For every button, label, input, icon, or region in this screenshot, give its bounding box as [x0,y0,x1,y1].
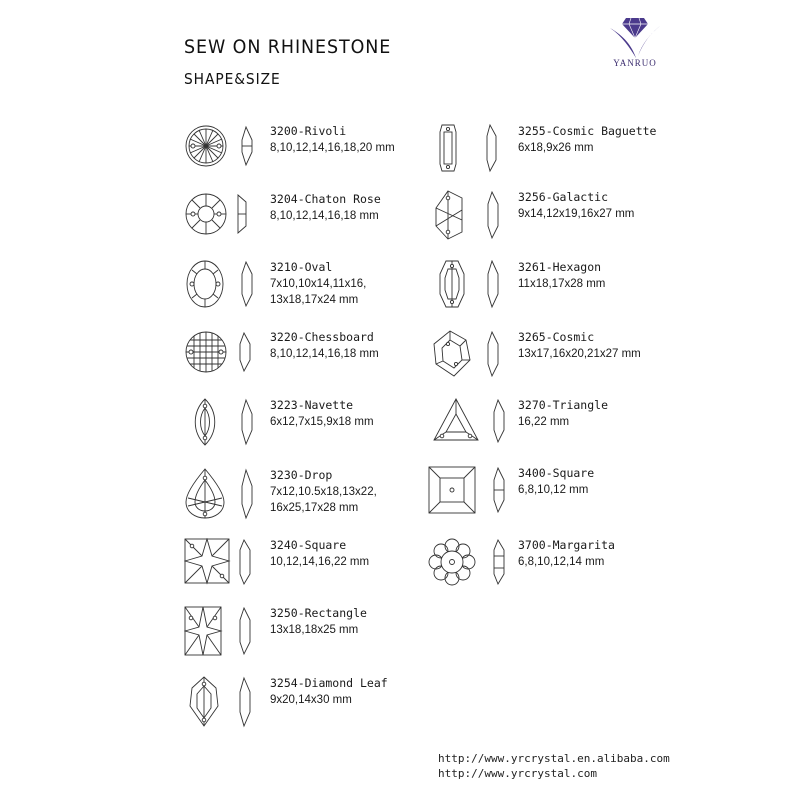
item-sizes: 9x20,14x30 mm [270,694,352,706]
item-sizes: 6,8,10,12,14 mm [518,556,605,568]
item-name: 3265-Cosmic [518,330,595,344]
item-sizes: 6x12,7x15,9x18 mm [270,416,374,428]
item-sizes: 9x14,12x19,16x27 mm [518,208,635,220]
item-name: 3250-Rectangle [270,606,367,620]
page-subtitle: SHAPE&SIZE [184,70,281,88]
item-sizes: 10,12,14,16,22 mm [270,556,370,568]
triangle-icon [432,398,516,448]
item-sizes: 7x10,10x14,11x16, 13x18,17x24 mm [270,278,367,306]
galactic-icon [432,190,516,240]
item-sizes: 11x18,17x28 mm [518,278,606,290]
item-name: 3240-Square [270,538,347,552]
item-sizes: 8,10,12,14,16,18 mm [270,348,379,360]
item-name: 3223-Navette [270,398,354,412]
item-name: 3700-Margarita [518,538,615,552]
drop-icon [184,468,268,520]
chessboard-icon [184,330,268,378]
item-name: 3200-Rivoli [270,124,347,138]
item-sizes: 8,10,12,14,16,18,20 mm [270,142,395,154]
page-title: SEW ON RHINESTONE [184,36,392,58]
item-sizes: 8,10,12,14,16,18 mm [270,210,379,222]
item-sizes: 16,22 mm [518,416,570,428]
cosmic-baguette-icon [432,124,516,174]
chaton-rose-icon [184,192,268,240]
square-star-icon [184,538,268,588]
cosmic-icon [432,330,516,380]
item-name: 3210-Oval [270,260,333,274]
brand-logo [600,8,670,74]
navette-icon [184,398,268,448]
item-name: 3230-Drop [270,468,333,482]
item-name: 3204-Chaton Rose [270,192,381,206]
rivoli-icon [184,124,268,172]
footer-link-alibaba[interactable]: http://www.yrcrystal.en.alibaba.com [438,752,670,765]
item-sizes: 13x17,16x20,21x27 mm [518,348,641,360]
item-name: 3256-Galactic [518,190,609,204]
item-name: 3254-Diamond Leaf [270,676,388,690]
rectangle-icon [184,606,268,658]
hexagon-icon [432,260,516,310]
item-sizes: 6,8,10,12 mm [518,484,589,496]
item-name: 3270-Triangle [518,398,609,412]
oval-icon [184,260,268,310]
item-name: 3220-Chessboard [270,330,374,344]
item-sizes: 7x12,10.5x18,13x22, 16x25,17x28 mm [270,486,377,514]
square-icon [428,466,516,516]
footer-link-website[interactable]: http://www.yrcrystal.com [438,767,597,780]
item-sizes: 6x18,9x26 mm [518,142,594,154]
item-sizes: 13x18,18x25 mm [270,624,359,636]
margarita-icon [428,538,516,588]
diamond-leaf-icon [184,676,268,728]
item-name: 3255-Cosmic Baguette [518,124,657,138]
diamond-logo-icon [600,8,670,60]
item-name: 3261-Hexagon [518,260,602,274]
brand-name: YANRUO [613,58,657,68]
item-name: 3400-Square [518,466,595,480]
